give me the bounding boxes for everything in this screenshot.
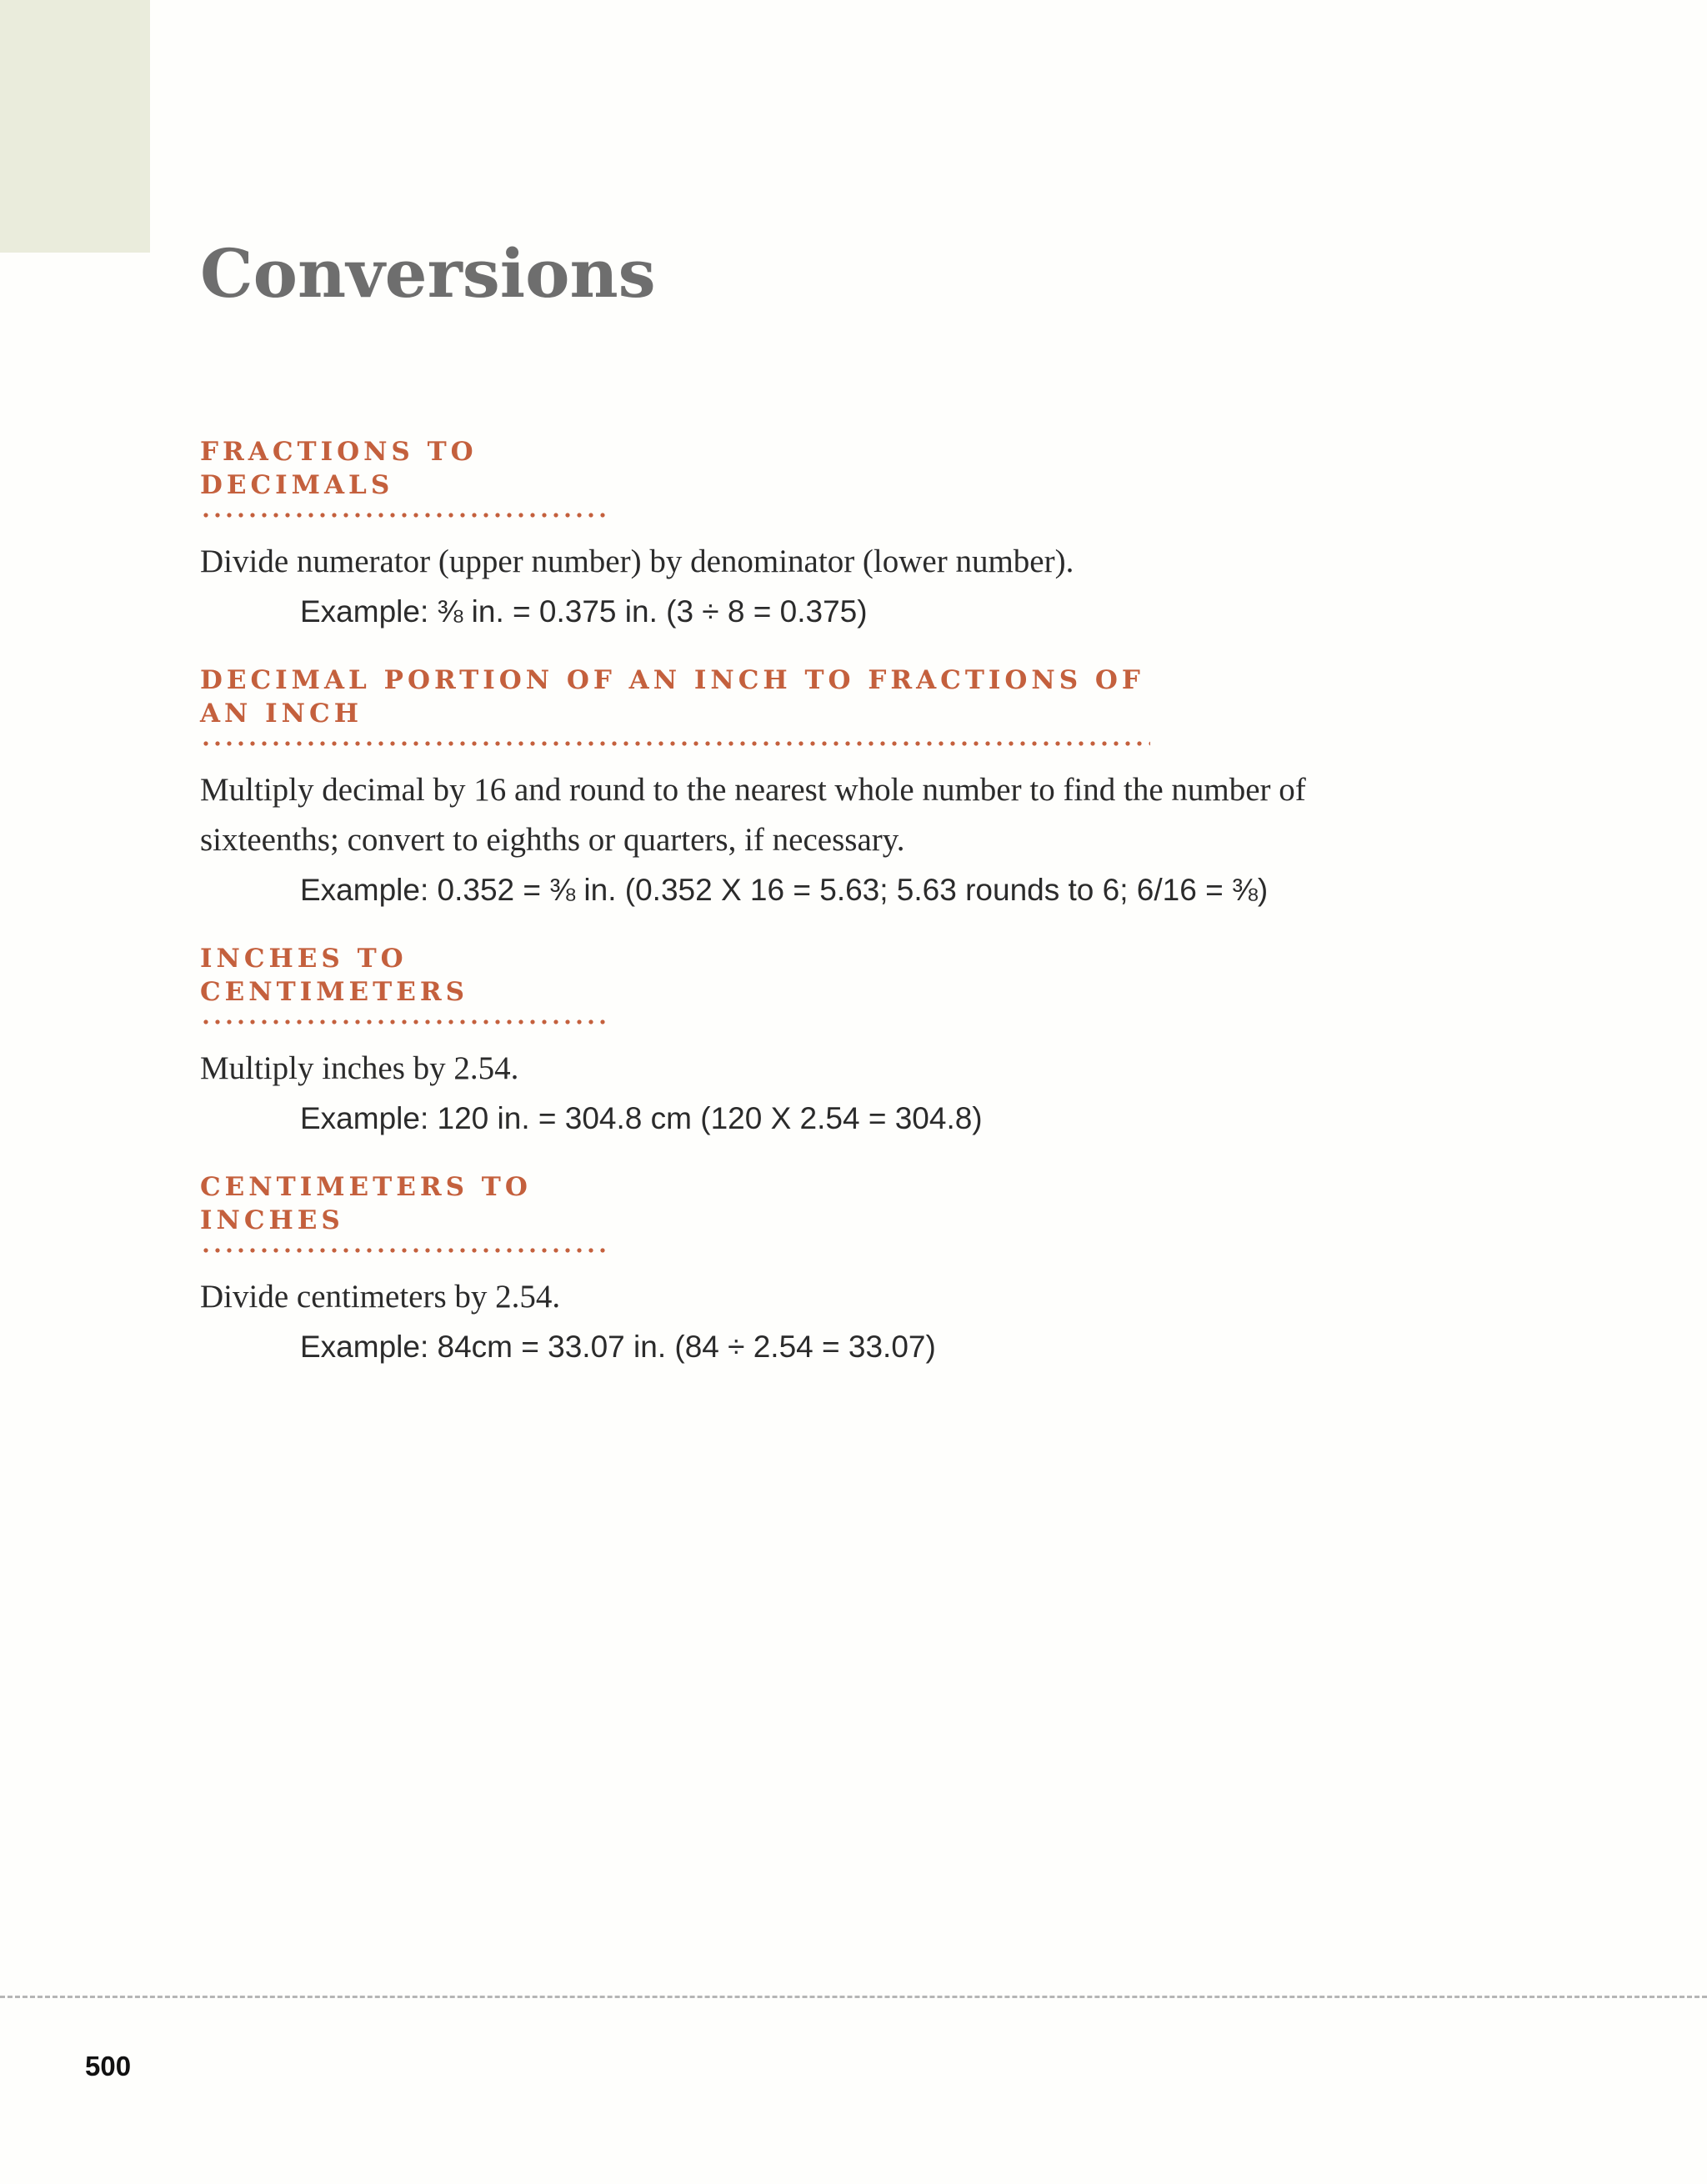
- section-inches-to-centimeters: [200, 942, 983, 1144]
- heading-dotted-rule: [200, 1019, 608, 1025]
- section-heading: CENTIMETERS TO INCHES: [200, 1172, 532, 1235]
- section-decimal-to-fractions: [200, 664, 1306, 915]
- corner-color-block: [0, 0, 150, 253]
- heading-dotted-rule: [200, 512, 608, 518]
- section-heading: FRACTIONS TO DECIMALS: [200, 437, 478, 500]
- body-line: Multiply decimal by 16 and round to the nearest whole number to find the number of: [200, 772, 1306, 808]
- example-line: Example: 84cm = 33.07 in. (84 ÷ 2.54 = 33.07): [300, 1330, 936, 1364]
- heading-dotted-rule: [200, 1247, 608, 1254]
- section-heading: INCHES TO CENTIMETERS: [200, 944, 468, 1007]
- page-title: Conversions: [200, 234, 656, 313]
- heading-dotted-rule: [200, 740, 1150, 747]
- section-body: [200, 1044, 983, 1144]
- section-body: [200, 537, 1074, 637]
- section-centimeters-to-inches: [200, 1170, 936, 1372]
- body-line: Divide numerator (upper number) by denominator (lower number).: [200, 543, 1074, 579]
- section-fractions-to-decimals: [200, 435, 1074, 637]
- section-body: [200, 1272, 936, 1372]
- body-line: sixteenths; convert to eighths or quarters, if necessary.: [200, 822, 905, 858]
- body-line: Multiply inches by 2.54.: [200, 1050, 519, 1086]
- page-number: 500: [85, 2051, 132, 2081]
- example-line: Example: 0.352 = ⅜ in. (0.352 X 16 = 5.63; 5.63 rounds to 6; 6/16 = ⅜): [300, 873, 1269, 907]
- section-heading: DECIMAL PORTION OF AN INCH TO FRACTIONS OF AN INCH: [200, 665, 1144, 729]
- section-body: [200, 765, 1306, 915]
- example-line: Example: ⅜ in. = 0.375 in. (3 ÷ 8 = 0.375): [300, 594, 868, 629]
- example-line: Example: 120 in. = 304.8 cm (120 X 2.54 = 304.8): [300, 1101, 983, 1135]
- footer-dashed-rule: [0, 1996, 1707, 1998]
- body-line: Divide centimeters by 2.54.: [200, 1279, 561, 1315]
